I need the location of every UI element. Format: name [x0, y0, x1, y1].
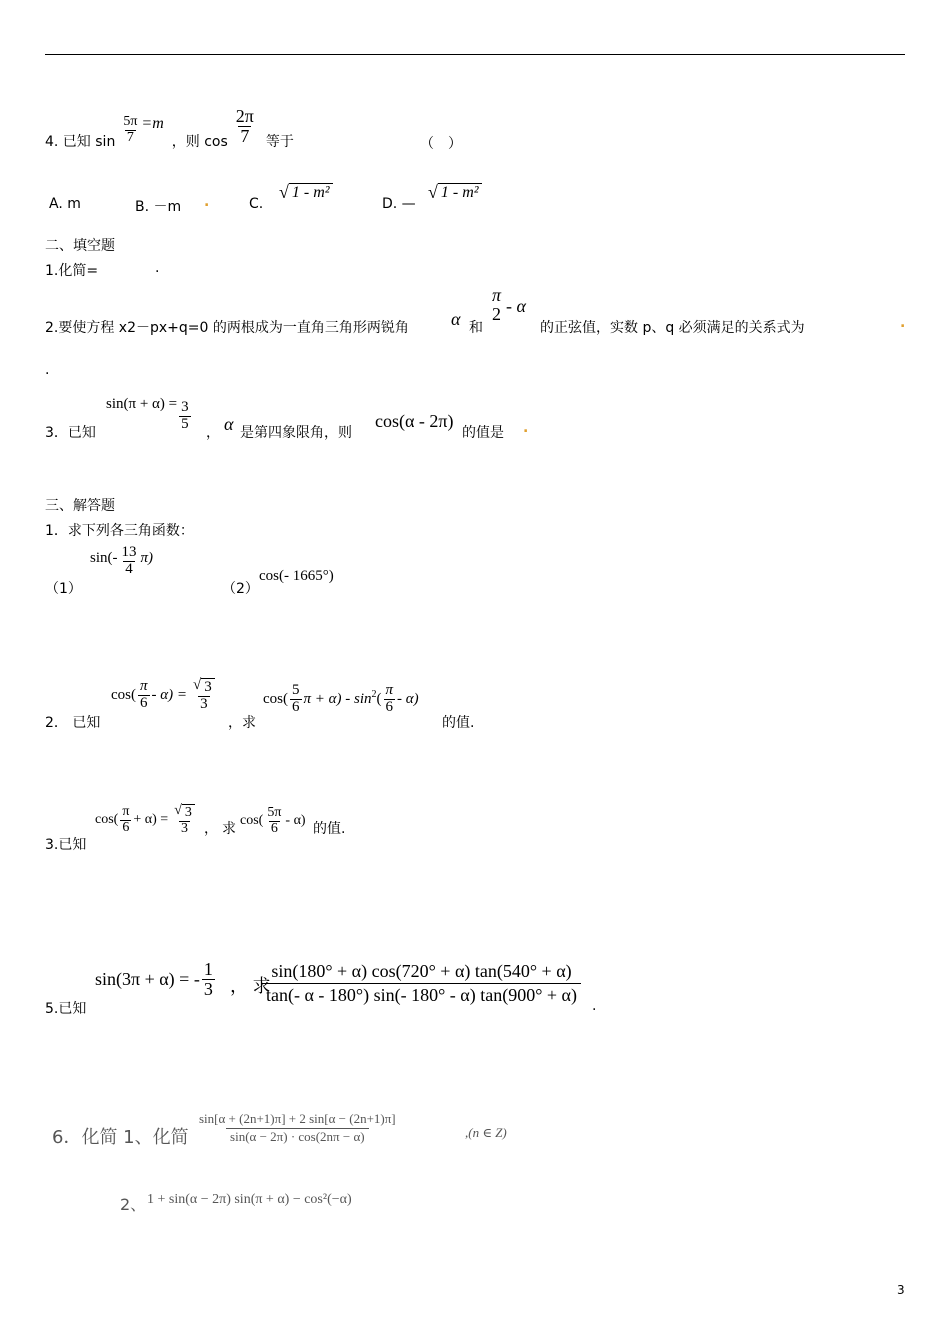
fill-question-2-minus-alpha: - α	[506, 296, 526, 316]
fill-question-1: 1.化简=	[45, 263, 99, 279]
q5-denominator: tan(- α - 180°) sin(- 180° - α) tan(900° + α)	[262, 983, 581, 1007]
fill-question-3-text: 是第四象限角，则	[240, 425, 352, 441]
fill-question-2-pi-frac	[488, 286, 505, 324]
question-6-fraction	[195, 1111, 400, 1146]
q5-den: 3	[203, 978, 213, 999]
fill-question-3-alpha: α	[224, 414, 234, 434]
q4-option-c-radicand: 1 - m²	[289, 183, 333, 202]
q2-exp-c: (	[376, 690, 382, 707]
q2-two: 2	[492, 303, 502, 324]
solve-question-1-part2-label: （2）	[222, 581, 259, 597]
solve-question-5-label: 5.已知	[45, 1001, 87, 1017]
q2-sqrt3: 3	[201, 678, 215, 696]
question-6-part2-expr: 1 + sin(α − 2π) sin(π + α) − cos²(−α)	[147, 1192, 352, 1207]
fill-question-2-and: 和	[469, 320, 483, 336]
q2-pi: π	[492, 285, 502, 305]
q2-cos: cos(	[111, 687, 136, 703]
q2-three: 3	[200, 696, 208, 713]
q5-num: 1	[203, 959, 213, 979]
q4-option-c: C.	[249, 196, 264, 212]
section-2-title: 二、填空题	[45, 238, 115, 254]
q4-cos-den: 7	[240, 125, 250, 146]
question-6-label: 6．化简 1、化简	[52, 1127, 189, 1148]
fill-question-2-alpha: α	[451, 309, 461, 329]
q2-exp-num5: 5	[292, 682, 300, 698]
solve-question-3-label: 3.已知	[45, 837, 87, 853]
q4-option-d-radicand: 1 - m²	[438, 183, 482, 202]
solve-question-5-fraction	[262, 960, 581, 1008]
q3-exp-num: 5π	[267, 805, 282, 820]
q1p1-left: sin(-	[90, 549, 118, 566]
q2-exp-pi: π	[385, 682, 394, 698]
q3-expr-left: sin(π + α) =	[106, 395, 178, 412]
q3-exp-b: - α)	[285, 813, 306, 829]
fill-question-2-tail: 的正弦值，实数 p、q 必须满足的关系式为	[540, 320, 805, 336]
q4-option-a: A. m	[49, 196, 81, 212]
q2-exp-six: 6	[292, 698, 300, 715]
q4-suffix: 等于	[265, 134, 294, 150]
solve-question-1-title: 1．求下列各三角函数：	[45, 523, 194, 539]
q5-numerator: sin(180° + α) cos(720° + α) tan(540° + α)	[271, 961, 572, 981]
solve-question-3-tail: 的值.	[313, 821, 346, 837]
q5-left: sin(3π + α) = -	[95, 968, 200, 989]
q6-denominator: sin(α − 2π) · cos(2nπ − α)	[226, 1128, 369, 1146]
solve-question-2-comma: ，求	[228, 715, 256, 731]
q3-three: 3	[181, 821, 189, 837]
q2-exp-six2: 6	[385, 698, 394, 715]
fill-question-3-mid: ，	[206, 425, 220, 441]
q2-six: 6	[140, 695, 148, 711]
fill-question-2-period: .	[45, 362, 50, 378]
q4-answer-bracket: （ ）	[420, 136, 462, 152]
q2-exp-b: π + α) - sin	[303, 690, 372, 707]
page-number: 3	[897, 1283, 905, 1297]
q4-cos-num: 2π	[235, 105, 254, 126]
fill-question-1-end: .	[155, 260, 160, 276]
marker-dot: .	[204, 194, 210, 210]
q3-exp-den: 6	[270, 820, 278, 836]
q4-option-d-sqrt: √ 1 - m²	[428, 183, 482, 202]
fill-question-3-tail: 的值是	[462, 425, 504, 441]
solve-question-1-part1-expr	[90, 545, 153, 578]
question-6-condition: ,(n ∈ Z)	[465, 1125, 507, 1140]
q3-num: 3	[181, 399, 189, 415]
q3-den: 5	[181, 415, 189, 432]
question-4	[45, 102, 294, 158]
solve-question-3-expression	[240, 806, 306, 836]
q3-cos: cos(	[95, 812, 119, 828]
q2-exp-sup: 2	[371, 688, 377, 700]
q4-eq-m: =m	[141, 115, 164, 132]
q4-sin-num: 5π	[123, 113, 138, 129]
solve-question-2-expression	[263, 683, 419, 716]
q2-exp-d: - α)	[397, 690, 419, 707]
q4-option-c-sqrt: √ 1 - m²	[279, 183, 333, 202]
q2-exp-a: cos(	[263, 690, 288, 707]
fill-question-3-cos: cos(α - 2π)	[375, 411, 454, 431]
q3-plus: + α) =	[133, 812, 169, 828]
header-rule	[45, 54, 905, 55]
solve-question-1-part2-expr: cos(- 1665°)	[259, 568, 334, 584]
fill-question-2-text: 2.要使方程 x2－px+q=0 的两根成为一直角三角形两锐角	[45, 320, 409, 336]
q1p1-num: 13	[121, 544, 137, 560]
solve-question-1-part1-label: （1）	[45, 581, 82, 597]
fill-question-3-expr	[106, 390, 193, 433]
q4-prefix: 4. 已知 sin	[45, 134, 116, 150]
solve-question-5-given	[95, 960, 217, 999]
solve-question-5-period: .	[592, 998, 597, 1014]
q4-mid: ，则 cos	[171, 134, 228, 150]
q2-pi-num: π	[140, 678, 148, 695]
section-3-title: 三、解答题	[45, 498, 115, 514]
q4-sin-den: 7	[126, 129, 134, 145]
q4-option-b: B. －m	[135, 199, 182, 215]
solve-question-2-label: 2． 已知	[45, 715, 101, 731]
q4-option-d: D. —	[382, 196, 416, 212]
solve-question-2-given: cos( $\frac{\pi}{6}$ - α) = √ 3 3	[111, 678, 219, 713]
q3-sqrt3: 3	[182, 804, 195, 821]
marker-dot: .	[523, 420, 529, 436]
marker-dot: .	[900, 315, 906, 331]
q3-six: 6	[122, 819, 130, 835]
fill-question-3-label: 3．已知	[45, 425, 96, 441]
solve-question-3-ask: 求	[222, 821, 236, 837]
solve-question-2-tail: 的值.	[442, 715, 475, 731]
solve-question-3-given: cos( $\frac{\pi}{6}$ + α) = √ 3 3	[95, 804, 199, 837]
q1p1-den: 4	[125, 560, 133, 577]
q4-cos-fraction	[234, 107, 256, 146]
question-6-part2-label: 2、	[120, 1195, 147, 1214]
solve-question-3-comma: ，	[204, 821, 218, 837]
solve-question-5-mid: ， 求	[230, 976, 271, 996]
q3-exp-a: cos(	[240, 813, 264, 829]
q2-minus: - α) =	[151, 687, 188, 703]
q6-numerator: sin[α + (2n+1)π] + 2 sin[α − (2n+1)π]	[199, 1111, 396, 1126]
q1p1-right: π)	[140, 549, 154, 566]
q3-pi: π	[122, 804, 130, 820]
q4-sin-fraction	[121, 115, 139, 145]
